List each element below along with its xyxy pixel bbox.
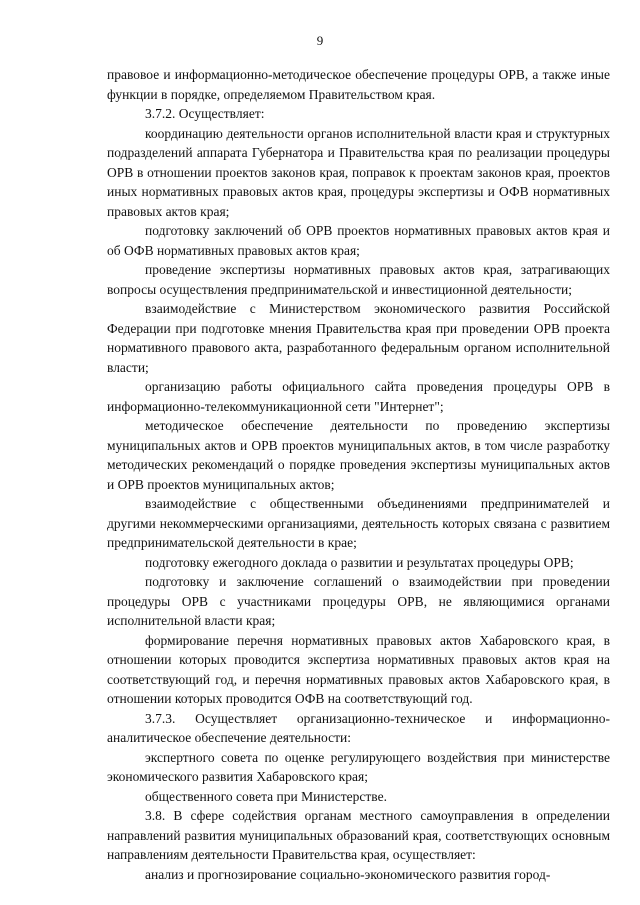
paragraph: проведение экспертизы нормативных правовых актов края, затрагивающих вопросы осуществления предпринимательской и инвестиционной деятельности;	[107, 262, 610, 297]
paragraph: взаимодействие с общественными объединениями предпринимателей и другими некоммерческими организациями, деятельность которых связана с развитием предпринимательской деятельности в крае;	[107, 496, 610, 550]
paragraph: подготовку и заключение соглашений о взаимодействии при проведении процедуры ОРВ с участниками процедуры ОРВ, не являющимися органами исполнительной власти края;	[107, 574, 610, 628]
paragraph: общественного совета при Министерстве.	[145, 788, 387, 804]
paragraph: координацию деятельности органов исполнительной власти края и структурных подразделений аппарата Губернатора и Правительства края по реализации процедуры ОРВ в отношении проектов законов края, поправок к проектам законов края, проектов иных нормативных правовых актов края, процедуры экспертизы и ОФВ нормативных правовых актов края;	[107, 125, 610, 219]
document-body	[107, 65, 610, 884]
paragraph: формирование перечня нормативных правовых актов Хабаровского края, в отношении которых проводится экспертиза нормативных правовых актов края на соответствующий год, и перечня нормативных правовых актов Хабаровского края, в отношении которых проводится ОФВ на соответствующий год.	[107, 632, 610, 706]
paragraph: организацию работы официального сайта проведения процедуры ОРВ в информационно-телекоммуникационной сети "Интернет";	[107, 379, 610, 414]
page-number: 9	[316, 33, 324, 48]
section-heading-3-7-2: 3.7.2. Осуществляет:	[145, 106, 265, 121]
section-paragraph-3-8: 3.8. В сфере содействия органам местного самоуправления в определении направлений развития муниципальных образований края, соответствующих основным направлениям деятельности Правительства края, осуществляет:	[107, 808, 610, 862]
paragraph: экспертного совета по оценке регулирующего воздействия при министерстве экономического развития Хабаровского края;	[107, 749, 610, 784]
paragraph: подготовку ежегодного доклада о развитии и результатах процедуры ОРВ;	[145, 554, 574, 570]
section-paragraph-3-7-3: 3.7.3. Осуществляет организационно-техническое и информационно-аналитическое обеспечение деятельности:	[107, 710, 610, 745]
paragraph: взаимодействие с Министерством экономического развития Российской Федерации при подготовке мнения Правительства края при проведении ОРВ проекта нормативного правового акта, разработанного федеральным органом исполнительной власти;	[107, 301, 610, 375]
paragraph: анализ и прогнозирование социально-экономического развития город-	[145, 866, 551, 882]
paragraph: правовое и информационно-методическое обеспечение процедуры ОРВ, а также иные функции в порядке, определяемом Правительством края.	[107, 67, 610, 102]
paragraph: методическое обеспечение деятельности по проведению экспертизы муниципальных актов и ОРВ проектов муниципальных актов, в том числе разработку методических рекомендаций о порядке проведения экспертизы муниципальных актов и ОРВ проектов муниципальных актов;	[107, 418, 610, 492]
paragraph: подготовку заключений об ОРВ проектов нормативных правовых актов края и об ОФВ нормативных правовых актов края;	[107, 223, 610, 258]
